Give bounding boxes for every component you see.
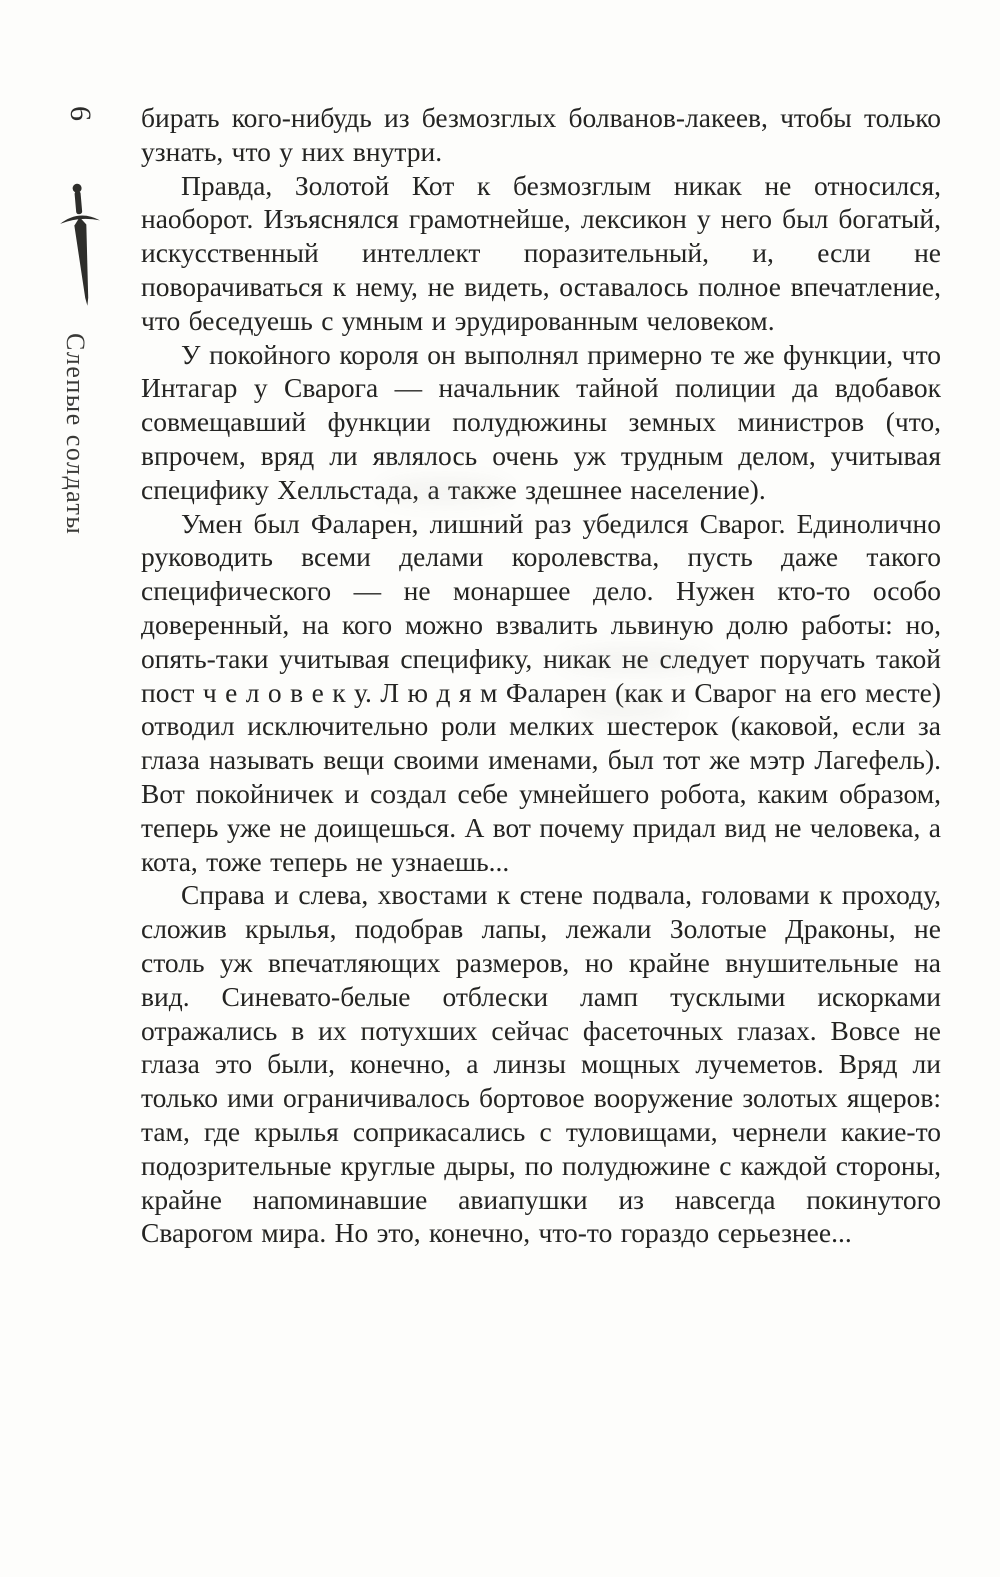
running-title: Слепые солдаты xyxy=(61,333,90,536)
paragraph: Умен был Фаларен, лишний раз убедился Сварог. Единолично руководить всеми делами королевства, пусть даже такого специфического — не монаршее дело. Нужен кто-то особо доверенный, на кого можно взвалить львиную долю работы: но, опять-таки учитывая специфику, никак не следует поручать такой пост ч е л о в е к у. Л ю д я м Фаларен (как и Сварог на его месте) отводил исключительно роли мелких шестерок (каковой, если за глаза называть вещи своими именами, был тот же мэтр Лагефель). Вот покойничек и создал себе умнейшего робота, каким образом, теперь уже не доищешься. А вот почему придал вид не человека, а кота, тоже теперь не узнаешь... xyxy=(141,507,941,877)
page-number: 6 xyxy=(64,106,97,121)
paragraph-continuation: бирать кого-нибудь из безмозглых болванов-лакеев, чтобы только узнать, что у них внутри. xyxy=(141,102,941,167)
page-text xyxy=(141,101,941,1250)
paragraph: У покойного короля он выполнял примерно те же функции, что Интагар у Сварога — начальник тайной полиции да вдобавок совмещавший функции полудюжины земных министров (что, впрочем, вряд ли являлось очень уж трудным делом, учитывая специфику Хелльстада, а также здешнее население). xyxy=(141,338,941,505)
dagger-icon xyxy=(53,178,112,310)
paragraph: Справа и слева, хвостами к стене подвала, головами к проходу, сложив крылья, подобрав лапы, лежали Золотые Драконы, не столь уж впечатляющих размеров, но крайне внушительные на вид. Синевато-белые отблески ламп тусклыми искорками отражались в их потухших сейчас фасеточных глазах. Вовсе не глаза это были, конечно, а линзы мощных лучеметов. Вряд ли только ими ограничивалось бортовое вооружение золотых ящеров: там, где крылья соприкасались с туловищами, чернели какие-то подозрительные круглые дыры, по полудюжине с каждой стороны, крайне напоминавшие авиапушки из навсегда покинутого Сварогом мира. Но это, конечно, что-то гораздо серьезнее... xyxy=(141,879,941,1249)
paragraph: Правда, Золотой Кот к безмозглым никак не относился, наоборот. Изъяснялся грамотнейше, лексикон у него был богатый, искусственный интеллект поразительный, и, если не поворачиваться к нему, не видеть, оставалось полное впечатление, что беседуешь с умным и эрудированным человеком. xyxy=(141,169,941,336)
